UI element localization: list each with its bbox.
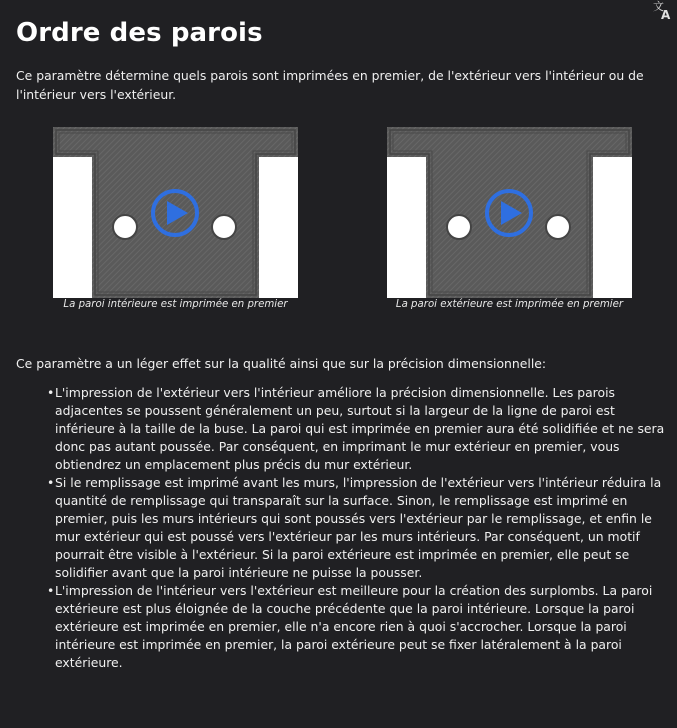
figure-inner-first xyxy=(53,127,298,310)
list-item xyxy=(47,474,667,582)
list-item-text: L'impression de l'extérieur vers l'intérieur améliore la précision dimensionnelle. Les parois adjacentes se poussent généralement un peu, surtout si la largeur de la ligne de paroi est inférieure à la taille de la buse. La paroi qui est imprimée en premier aura été solidifiée et ne sera donc pas autant poussée. Par conséquent, en imprimant le mur extérieur en premier, vous obtiendrez un emplacement plus précis du mur extérieur. xyxy=(55,385,665,472)
video-thumbnail-outer-first[interactable] xyxy=(387,127,632,298)
translate-icon[interactable] xyxy=(653,0,673,20)
svg-text:A: A xyxy=(661,8,671,20)
list-item-text: Si le remplissage est imprimé avant les murs, l'impression de l'extérieur vers l'intérieur réduira la quantité de remplissage qui transparaît sur la surface. Sinon, le remplissage est imprimé en premier, puis les murs intérieurs qui sont poussés vers l'extérieur par le remplissage, et enfin le mur extérieur qui est poussé vers l'extérieur par les murs intérieurs. Par conséquent, un motif pourrait être visible à l'extérieur. Si la paroi extérieure est imprimée en premier, elle peut se solidifier avant que la paroi intérieure ne puisse la pousser. xyxy=(55,475,662,580)
figure-outer-first xyxy=(387,127,632,310)
video-thumbnail-inner-first[interactable] xyxy=(53,127,298,298)
intro-text: Ce paramètre détermine quels parois sont imprimées en premier, de l'extérieur vers l'intérieur ou de l'intérieur vers l'extérieur. xyxy=(16,68,644,102)
figure-caption: La paroi extérieure est imprimée en premier xyxy=(395,299,624,310)
bullet-dot: • xyxy=(47,385,55,400)
list-item xyxy=(47,582,667,672)
list-item xyxy=(47,384,667,474)
bullet-dot: • xyxy=(47,475,55,490)
svg-text:文: 文 xyxy=(653,0,664,13)
bullet-dot: • xyxy=(47,583,55,598)
list-item-text: L'impression de l'intérieur vers l'extérieur est meilleure pour la création des surplombs. La paroi extérieure est plus éloignée de la couche précédente que la paroi intérieure. Lorsque la paroi extérieure est imprimée en premier, elle n'a encore rien à quoi s'accrocher. Lorsque la paroi intérieure est imprimée en premier, la paroi extérieure peut se fixer latéralement à la paroi extérieure. xyxy=(55,583,653,670)
effect-note: Ce paramètre a un léger effet sur la qualité ainsi que sur la précision dimensionnelle: xyxy=(16,356,547,371)
bullet-list xyxy=(47,384,667,672)
figure-caption: La paroi intérieure est imprimée en premier xyxy=(63,299,288,310)
page-title: Ordre des parois xyxy=(16,18,263,48)
